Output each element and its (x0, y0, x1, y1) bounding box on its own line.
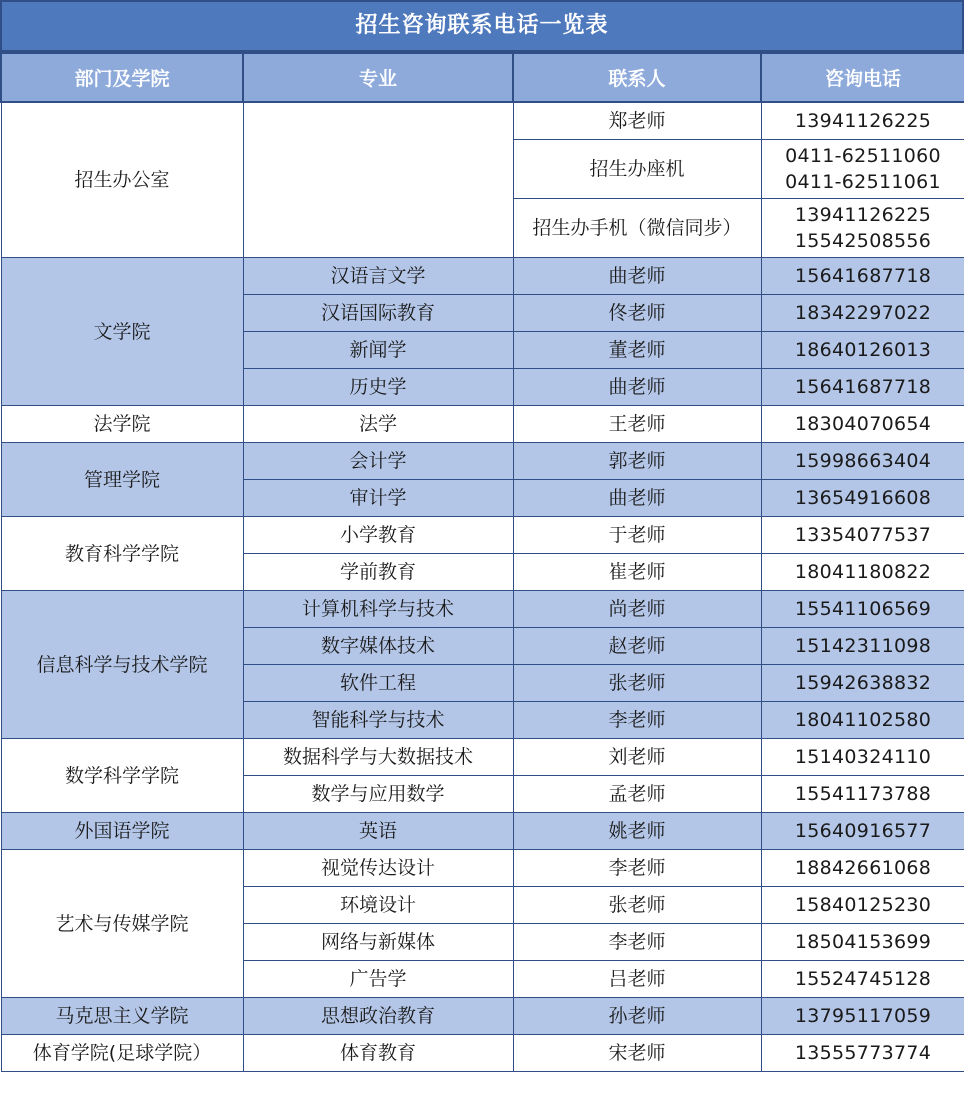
department-cell: 马克思主义学院 (1, 998, 243, 1035)
phone-cell: 13354077537 (761, 517, 964, 554)
major-cell: 汉语国际教育 (243, 295, 513, 332)
phone-cell: 15140324110 (761, 739, 964, 776)
phone-cell: 18842661068 (761, 850, 964, 887)
phone-cell: 15942638832 (761, 665, 964, 702)
phone-cell: 15641687718 (761, 369, 964, 406)
contact-cell: 李老师 (513, 850, 761, 887)
contact-cell: 尚老师 (513, 591, 761, 628)
phone-cell: 15998663404 (761, 443, 964, 480)
department-cell: 艺术与传媒学院 (1, 850, 243, 998)
phone-cell: 15641687718 (761, 258, 964, 295)
phone-cell: 15541106569 (761, 591, 964, 628)
phone-line: 13941126225 (794, 204, 932, 226)
major-cell: 历史学 (243, 369, 513, 406)
department-cell: 文学院 (1, 258, 243, 406)
table-row (1, 813, 964, 850)
phone-cell (761, 140, 964, 199)
phone-cell: 13654916608 (761, 480, 964, 517)
table-row (1, 406, 964, 443)
major-cell: 英语 (243, 813, 513, 850)
header-phone: 咨询电话 (761, 53, 964, 102)
table-row (1, 517, 964, 554)
table-row (1, 591, 964, 628)
contact-cell: 孙老师 (513, 998, 761, 1035)
table-row (1, 258, 964, 295)
contact-cell: 崔老师 (513, 554, 761, 591)
major-cell: 思想政治教育 (243, 998, 513, 1035)
header-row (1, 53, 964, 102)
department-cell: 教育科学学院 (1, 517, 243, 591)
table-body (1, 102, 964, 1072)
major-cell: 视觉传达设计 (243, 850, 513, 887)
contact-cell: 吕老师 (513, 961, 761, 998)
contact-cell: 郑老师 (513, 102, 761, 140)
major-cell: 网络与新媒体 (243, 924, 513, 961)
major-cell: 体育教育 (243, 1035, 513, 1072)
phone-cell (761, 199, 964, 258)
contact-cell: 曲老师 (513, 480, 761, 517)
major-cell: 环境设计 (243, 887, 513, 924)
phone-line: 0411-62511061 (785, 171, 941, 193)
contact-cell: 李老师 (513, 924, 761, 961)
department-cell: 外国语学院 (1, 813, 243, 850)
major-cell: 数学与应用数学 (243, 776, 513, 813)
major-cell: 小学教育 (243, 517, 513, 554)
phone-cell: 15840125230 (761, 887, 964, 924)
major-cell: 审计学 (243, 480, 513, 517)
phone-cell: 15640916577 (761, 813, 964, 850)
major-cell: 广告学 (243, 961, 513, 998)
header-major: 专业 (243, 53, 513, 102)
major-cell: 软件工程 (243, 665, 513, 702)
department-cell: 管理学院 (1, 443, 243, 517)
major-cell: 数据科学与大数据技术 (243, 739, 513, 776)
contact-cell: 曲老师 (513, 369, 761, 406)
contact-cell: 孟老师 (513, 776, 761, 813)
department-cell: 法学院 (1, 406, 243, 443)
phone-cell: 13555773774 (761, 1035, 964, 1072)
contact-cell: 招生办手机（微信同步） (513, 199, 761, 258)
department-cell: 招生办公室 (1, 102, 243, 258)
phone-cell: 18640126013 (761, 332, 964, 369)
major-cell: 数字媒体技术 (243, 628, 513, 665)
header-department: 部门及学院 (1, 53, 243, 102)
phone-cell: 18504153699 (761, 924, 964, 961)
table-row (1, 443, 964, 480)
major-cell: 会计学 (243, 443, 513, 480)
contact-cell: 王老师 (513, 406, 761, 443)
contact-table (0, 52, 964, 1072)
department-cell: 信息科学与技术学院 (1, 591, 243, 739)
major-cell-empty (243, 102, 513, 258)
phone-cell: 18041180822 (761, 554, 964, 591)
major-cell: 计算机科学与技术 (243, 591, 513, 628)
table-row (1, 998, 964, 1035)
phone-cell: 15541173788 (761, 776, 964, 813)
contact-cell: 曲老师 (513, 258, 761, 295)
phone-cell: 18342297022 (761, 295, 964, 332)
phone-cell: 18041102580 (761, 702, 964, 739)
contact-cell: 张老师 (513, 665, 761, 702)
header-contact: 联系人 (513, 53, 761, 102)
major-cell: 新闻学 (243, 332, 513, 369)
table-row (1, 1035, 964, 1072)
contact-cell: 姚老师 (513, 813, 761, 850)
table-title: 招生咨询联系电话一览表 (0, 0, 964, 52)
contact-cell: 宋老师 (513, 1035, 761, 1072)
contact-cell: 刘老师 (513, 739, 761, 776)
phone-cell: 18304070654 (761, 406, 964, 443)
phone-cell: 15524745128 (761, 961, 964, 998)
table-row (1, 739, 964, 776)
major-cell: 智能科学与技术 (243, 702, 513, 739)
contact-cell: 李老师 (513, 702, 761, 739)
contact-cell: 赵老师 (513, 628, 761, 665)
contact-cell: 张老师 (513, 887, 761, 924)
contact-cell: 于老师 (513, 517, 761, 554)
department-cell: 体育学院(足球学院） (1, 1035, 243, 1072)
phone-cell: 15142311098 (761, 628, 964, 665)
phone-line: 0411-62511060 (785, 145, 941, 167)
major-cell: 学前教育 (243, 554, 513, 591)
phone-cell: 13941126225 (761, 102, 964, 140)
phone-cell: 13795117059 (761, 998, 964, 1035)
department-cell: 数学科学学院 (1, 739, 243, 813)
contact-cell: 招生办座机 (513, 140, 761, 199)
major-cell: 法学 (243, 406, 513, 443)
contact-cell: 佟老师 (513, 295, 761, 332)
contact-cell: 郭老师 (513, 443, 761, 480)
phone-line: 15542508556 (794, 230, 932, 252)
contact-cell: 董老师 (513, 332, 761, 369)
table-row (1, 850, 964, 887)
table-row (1, 102, 964, 140)
major-cell: 汉语言文学 (243, 258, 513, 295)
